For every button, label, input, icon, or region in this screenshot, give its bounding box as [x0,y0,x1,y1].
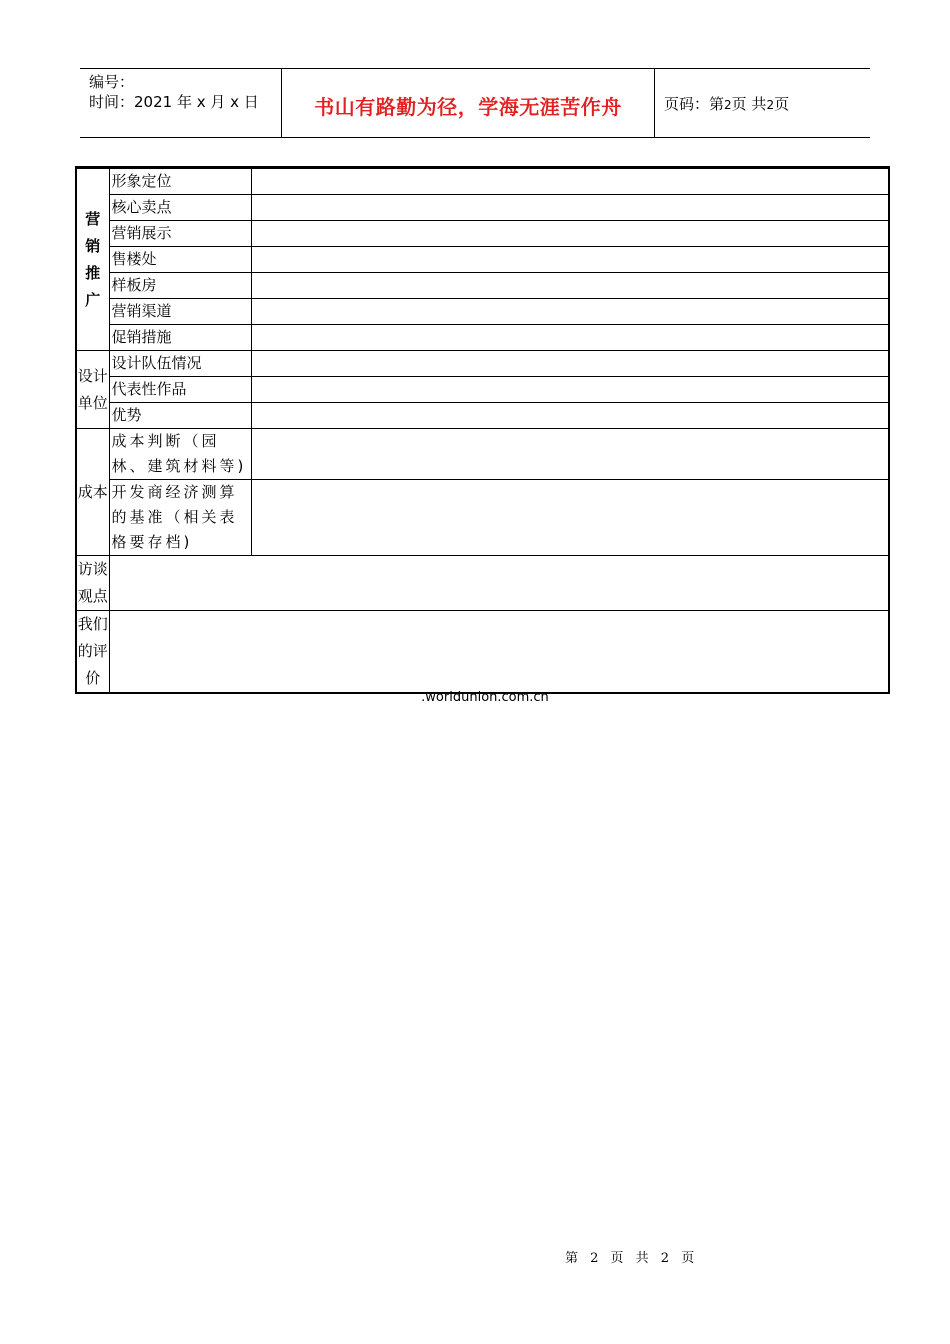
field-label: 营销渠道 [109,299,251,325]
field-label: 营销展示 [109,221,251,247]
field-value-input[interactable] [251,351,889,377]
page-current: 2 [724,98,732,112]
page-total: 2 [766,98,775,112]
header-meta [89,72,259,112]
field-label: 优势 [109,403,251,429]
evaluation-notes-input[interactable] [109,611,889,694]
field-value-input[interactable] [251,403,889,429]
document-header [80,68,870,138]
field-value-input[interactable] [251,377,889,403]
field-value-input[interactable] [251,325,889,351]
field-label: 代表性作品 [109,377,251,403]
interview-notes-input[interactable] [109,556,889,611]
field-value-input[interactable] [251,273,889,299]
survey-form-table [75,166,890,694]
field-value-input[interactable] [251,247,889,273]
field-label: 样板房 [109,273,251,299]
section-label-interview: 访谈观点 [76,556,109,611]
field-label: 成本判断（园林、建筑材料等) [109,429,251,480]
section-label-evaluation: 我们的评价 [76,611,109,694]
page-indicator: 页码：第2页 共2页 [664,95,790,113]
header-divider [654,69,655,137]
section-label-design: 设计单位 [76,351,109,429]
field-value-input[interactable] [251,429,889,480]
field-label: 形象定位 [109,168,251,195]
page-footer: 第 2 页 共 2 页 [565,1251,699,1266]
date-label: 时间：2021 年 x 月 x 日 [89,93,259,111]
field-label: 促销措施 [109,325,251,351]
field-label: 设计队伍情况 [109,351,251,377]
field-value-input[interactable] [251,299,889,325]
field-value-input[interactable] [251,195,889,221]
serial-number-label: 编号： [89,73,135,91]
field-label: 核心卖点 [109,195,251,221]
field-label: 开发商经济测算的基准（相关表格要存档) [109,480,251,556]
field-value-input[interactable] [251,221,889,247]
field-label: 售楼处 [109,247,251,273]
website-url: .worldunion.com.cn [421,690,549,705]
section-label-cost: 成本 [76,429,109,556]
header-motto: 书山有路勤为径，学海无涯苦作舟 [314,95,622,119]
section-label-marketing: 营销推广 [76,168,109,351]
field-value-input[interactable] [251,168,889,195]
field-value-input[interactable] [251,480,889,556]
